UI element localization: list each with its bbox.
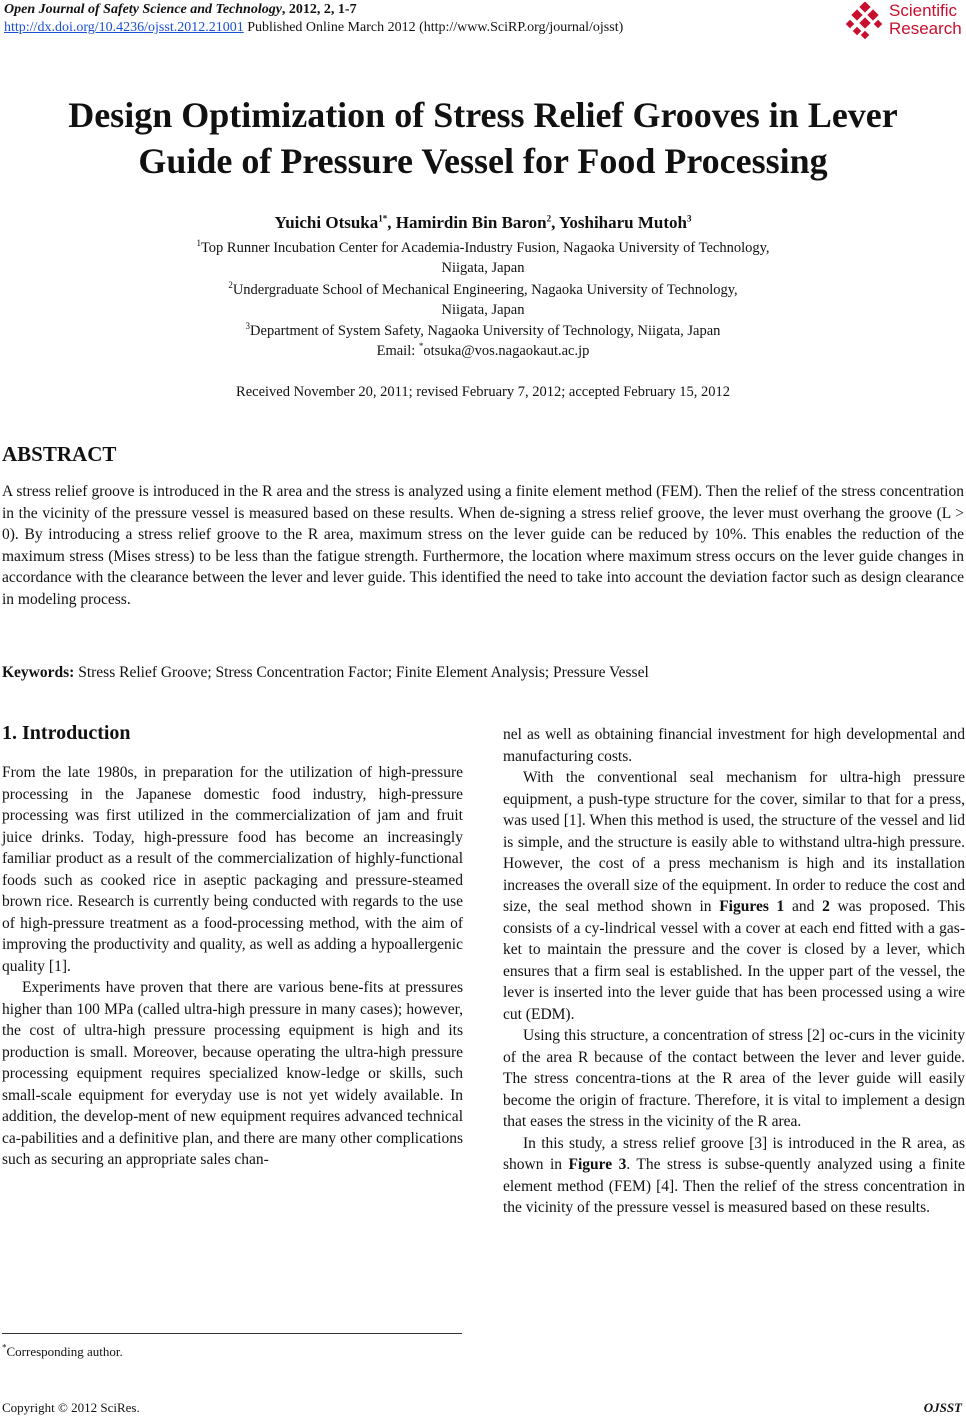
paragraph: Using this structure, a concentration of stress [2] oc-curs in the vicinity of the area R because of the contact between the lever and lever guide. The stress concentra-tions at the R area of the lever guide will easily become the origin of fracture. Therefore, it is vital to implement a design that eases the stress in the vicinity of the R area. bbox=[503, 1027, 965, 1130]
figure-ref[interactable]: Figure 3 bbox=[568, 1156, 627, 1173]
affil-text: Niigata, Japan bbox=[441, 302, 525, 318]
paragraph bbox=[503, 767, 965, 1025]
footnote-rule bbox=[2, 1333, 462, 1334]
paragraph-text: was proposed. This consists of a cy-lindrical vessel with a cover at each end fitted with a gas-ket to maintain the pressure and the cover is closed by a lever, which ensures that a firm seal is established. In the upper part of the vessel, the lever is inserted into the lever guide that has been processed using a wire cut (EDM). bbox=[503, 898, 966, 1023]
author-sup: 2 bbox=[546, 213, 552, 224]
author-sup: 3 bbox=[687, 213, 692, 224]
logo-line2: Research bbox=[889, 19, 962, 38]
paragraph-text: . The stress is subse-quently analyzed using a finite element method (FEM) [4]. Then the relief of the stress concentration in the vicinity of the pressure vessel is measured based on these results. bbox=[503, 1156, 966, 1216]
journal-issue: , 2012, 2, 1-7 bbox=[281, 2, 357, 17]
keywords-label: Keywords: bbox=[2, 664, 75, 681]
figure-ref[interactable]: Figures 1 bbox=[719, 898, 785, 915]
logo-text bbox=[889, 2, 962, 38]
email-label: Email: bbox=[376, 343, 419, 359]
footnote-text: Corresponding author. bbox=[6, 1344, 123, 1359]
email-sup: * bbox=[418, 341, 424, 352]
doi-link[interactable]: http://dx.doi.org/10.4236/ojsst.2012.21001 bbox=[4, 20, 244, 35]
author-name: Hamirdin Bin Baron bbox=[395, 213, 547, 232]
author-sep: , bbox=[551, 213, 559, 232]
email-address[interactable]: otsuka@vos.nagaokaut.ac.jp bbox=[423, 343, 590, 359]
left-column bbox=[2, 762, 463, 1171]
affil-sup: 1 bbox=[196, 238, 201, 249]
figure-ref[interactable]: 2 bbox=[822, 898, 830, 915]
logo-diamonds-icon bbox=[845, 2, 885, 42]
received-dates: Received November 20, 2011; revised February 7, 2012; accepted February 15, 2012 bbox=[236, 384, 730, 400]
affil-sup: 3 bbox=[245, 321, 251, 332]
affiliation-2 bbox=[0, 280, 966, 320]
paragraph-text: and bbox=[784, 898, 823, 915]
right-column bbox=[503, 724, 965, 1219]
affil-text: Niigata, Japan bbox=[441, 260, 525, 276]
author-sup: 1* bbox=[378, 213, 388, 224]
paragraph-text: With the conventional seal mechanism for ultra-high pressure equipment, a push-type structure for the cover, similar to that for a press, was used [1]. When this method is used, the structure of the vessel and lid is simple, and the structure is easily able to withstand ultra-high pressure. However, the cost of a press mechanism is high and its installation increases the overall size of the equipment. In order to reduce the cost and size, the seal method shown in bbox=[503, 769, 965, 915]
email-line bbox=[0, 341, 966, 361]
affiliation-3 bbox=[0, 321, 966, 361]
paragraph bbox=[503, 1133, 965, 1219]
doi-line bbox=[4, 20, 623, 36]
affil-sup: 2 bbox=[228, 280, 233, 291]
abstract-heading: ABSTRACT bbox=[2, 442, 117, 466]
logo-line1: Scientific bbox=[889, 1, 958, 20]
footnote-sup: * bbox=[2, 1342, 7, 1353]
affil-text: Top Runner Incubation Center for Academia-Industry Fusion, Nagaoka University of Technology, bbox=[200, 240, 770, 256]
paper-title bbox=[0, 92, 966, 184]
published-text: Published Online March 2012 (http://www.SciRP.org/journal/ojsst) bbox=[243, 20, 624, 35]
paragraph: Experiments have proven that there are various bene-fits at pressures higher than 100 MPa (called ultra-high pressure in many cases); however, the cost of ultra-high pressure processing equipment is high and its production is small. Moreover, because operating the ultra-high pressure processing equipment requires specialized know-ledge or skills, such small-scale equipment for everyday use is not yet widely available. In addition, the develop-ment of new equipment requires advanced technical ca-pabilities and a definitive plan, and there are many other complications such as securing an appropriate sales chan- bbox=[2, 979, 463, 1168]
author-sep: , bbox=[387, 213, 396, 232]
affiliation-1 bbox=[0, 238, 966, 278]
author-name: Yuichi Otsuka bbox=[274, 213, 379, 232]
journal-abbrev: OJSST bbox=[923, 1400, 962, 1415]
paragraph-text: In this study, a stress relief groove [3] is introduced in the R area, as shown in bbox=[503, 1134, 965, 1173]
author-name: Yoshiharu Mutoh bbox=[558, 213, 687, 232]
section-heading: 1. Introduction bbox=[2, 722, 131, 744]
keywords-text: Stress Relief Groove; Stress Concentration Factor; Finite Element Analysis; Pressure Vessel bbox=[74, 664, 649, 681]
journal-header bbox=[4, 2, 357, 18]
title-line-1: Design Optimization of Stress Relief Grooves in Lever bbox=[68, 95, 898, 135]
author-list bbox=[0, 213, 966, 233]
publisher-logo bbox=[845, 2, 965, 42]
affil-text: Department of System Safety, Nagaoka University of Technology, Niigata, Japan bbox=[250, 323, 721, 339]
affil-text: Undergraduate School of Mechanical Engineering, Nagaoka University of Technology, bbox=[232, 282, 738, 298]
abstract-text: A stress relief groove is introduced in the R area and the stress is analyzed using a finite element method (FEM). Then the relief of the stress concentration in the vicinity of the pressure vessel is measured based on these results. When de-signing a stress relief groove, the lever must overhang the groove (L > 0). By introducing a stress relief groove to the R area, maximum stress on the lever guide can be reduced by 10%. This enables the reduction of the maximum stress (Mises stress) to be less than the fatigue strength. Furthermore, the location where maximum stress occurs on the lever guide changes in accordance with the clearance between the lever and lever guide. This identified the need to take into account the deviation factor such as design clearance in modeling process. bbox=[2, 483, 964, 608]
title-line-2: Guide of Pressure Vessel for Food Processing bbox=[138, 141, 828, 181]
copyright: Copyright © 2012 SciRes. bbox=[2, 1400, 140, 1415]
keywords bbox=[2, 664, 964, 682]
paragraph: nel as well as obtaining financial investment for high developmental and manufacturing costs. bbox=[503, 726, 965, 765]
journal-name: Open Journal of Safety Science and Technology bbox=[4, 2, 282, 17]
paragraph: From the late 1980s, in preparation for the utilization of high-pressure processing in the Japanese domestic food industry, high-pressure processing was first utilized in the commercialization of jam and fruit juice drinks. Today, high-pressure food has become an increasingly familiar product as a result of the commercialization of highly-functional foods such as cooked rice in aseptic packaging and pressure-steamed brown rice. Research is currently being conducted with regards to the use of high-pressure treatment as a food-processing method, with the aim of improving the productivity and quality, as well as adding a hypoallergenic quality [1]. bbox=[2, 764, 463, 975]
footnote bbox=[2, 1344, 123, 1360]
